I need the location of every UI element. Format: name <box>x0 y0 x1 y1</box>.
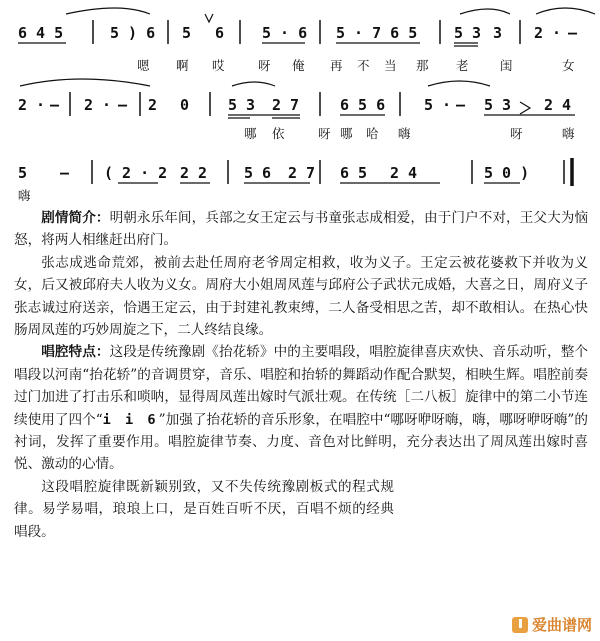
score-l2-lyric-4: 哪 <box>340 126 353 141</box>
score-l1-lyric-5: 俺 <box>292 58 305 73</box>
feature-text-1a: 这段是传统豫剧《抬花轿》中的主要唱段，唱腔旋律喜庆欢快、音乐动听，整个唱段以河南“抬花轿”的音调贯穿，音乐、唱腔和抬轿的舞蹈动作配合默契，相映生辉。唱腔前奏过门加进了打击乐和唢呐，显得周凤莲出嫁时气派壮观。在传统［二八板］旋律中的第二小节连续使用了四个“ <box>14 344 589 428</box>
score-l3-notes-2: – <box>60 164 70 182</box>
score-l1-lyric-8: 当 <box>384 58 397 73</box>
score-l1-lyric-12: 女 <box>562 58 575 73</box>
score-l1-lyric-4: 呀 <box>258 58 271 73</box>
score-l2-notes-9: 6 5 6 <box>340 96 386 114</box>
score-l2-notes-2: – <box>50 96 60 114</box>
score-l2-lyric-7: 呀 <box>510 126 523 141</box>
score-l1-lyric-9: 那 <box>416 58 429 73</box>
plot-paragraph-2: 张志成逃命荒郊，被前去赴任周府老爷周定相救，收为义子。王定云被花婆救下并收为义女，后又被邱府夫人收为义女。周府大小姐周凤莲与邱府公子武状元成婚，大喜之日，周府义子张志诚过府送亲，恰遇王定云，由于封建礼教束缚，二人备受相思之苦，却不敢相认。在热心快肠周凤莲的巧妙周旋之下，二人终结良缘。 <box>14 254 588 339</box>
description-text <box>14 207 588 543</box>
score-l1-notes-5: 5 · 6 <box>262 24 308 42</box>
feature-label: 唱腔特点： <box>41 344 110 361</box>
score-l3-notes-5: 5 6 <box>244 164 272 182</box>
score-l2-lyric-6: 嗨 <box>398 126 411 141</box>
feature-paragraph-1 <box>14 341 588 475</box>
score-l3-lyric-1: 嗨 <box>18 188 31 203</box>
score-l1-notes-3: 5 <box>182 24 192 42</box>
score-l2-lyric-1: 哪 <box>244 126 257 141</box>
score-l3-notes-3: ( 2 · 2 <box>104 164 168 182</box>
feature-text-1b: ”加强了抬花轿的音乐形象，在唱腔中“哪呀咿呀嗨，嗨，哪呀咿呀嗨”的衬词，发挥了重要作用。唱腔旋律节奏、力度、音色对比鲜明，充分表达出了周凤莲出嫁时喜悦、激动的心情。 <box>14 411 588 473</box>
watermark-text: 爱曲谱网 <box>531 616 592 634</box>
score-l1-notes-9: 2 · <box>534 24 562 42</box>
score-l2-notes-11: – <box>456 96 466 114</box>
score-l1-lyric-11: 闺 <box>500 58 513 73</box>
score-l2-notes-10: 5 · <box>424 96 452 114</box>
score-l1-lyric-3: 哎 <box>212 58 225 73</box>
site-watermark <box>512 614 592 635</box>
feature-inline-notes: i i 6 <box>102 411 159 428</box>
score-l1-notes-7: 5 3 <box>454 24 482 42</box>
score-l3-notes-9: 5 0 ) <box>484 164 530 182</box>
score-l2-lyric-3: 呀 <box>318 126 331 141</box>
score-l2-notes-13: 2 4 <box>544 96 572 114</box>
music-score <box>0 0 600 205</box>
score-l2-notes-1: 2 · <box>18 96 46 114</box>
score-l1-notes-1: 6 4 5 <box>18 24 64 42</box>
score-l3-notes-4: 2 2 <box>180 164 208 182</box>
score-l2-notes-12: 5 3 <box>484 96 512 114</box>
feature-paragraph-2: 这段唱腔旋律既新颖别致，又不失传统豫剧板式的程式规律。易学易唱，琅琅上口，是百姓百听不厌，百唱不烦的经典唱段。 <box>14 478 394 540</box>
score-l2-lyric-8: 嗨 <box>562 126 575 141</box>
score-l3-notes-6: 2 7 <box>288 164 316 182</box>
score-l2-notes-7: 5 3 <box>228 96 256 114</box>
score-l1-notes-8: 3 <box>493 24 503 42</box>
plot-text-1: 明朝永乐年间，兵部之女王定云与书童张志成相爱，由于门户不对，王父大为恼怒，将两人相继赶出府门。 <box>14 210 589 249</box>
score-l3-notes-7: 6 5 <box>340 164 368 182</box>
score-l3-notes-1: 5 <box>18 164 28 182</box>
score-l1-notes-4: 6 <box>215 24 225 42</box>
score-l1-notes-6: 5 · 7 6 5 <box>336 24 418 42</box>
plot-paragraph-1 <box>14 207 588 252</box>
score-l2-notes-8: 2 7 <box>272 96 300 114</box>
plot-label: 剧情简介： <box>41 210 110 226</box>
score-l1-lyric-7: 不 <box>357 58 370 73</box>
score-l2-notes-3: 2 · <box>84 96 112 114</box>
score-l1-notes-2: 5 ) 6 <box>110 24 156 42</box>
score-l2-notes-6: 0 <box>180 96 190 114</box>
score-l1-lyric-6: 再 <box>330 58 343 73</box>
score-l1-notes-10: – <box>568 24 578 42</box>
score-l3-notes-8: 2 4 <box>390 164 418 182</box>
score-l1-lyric-2: 啊 <box>176 58 189 73</box>
score-l2-lyric-2: 依 <box>272 126 285 141</box>
score-l2-lyric-5: 哈 <box>366 126 379 141</box>
score-l1-lyric-1: 嗯 <box>137 58 150 73</box>
music-note-icon <box>512 617 528 633</box>
score-l2-notes-4: – <box>118 96 128 114</box>
score-l2-notes-5: 2 <box>148 96 158 114</box>
score-l1-lyric-10: 老 <box>456 58 469 73</box>
